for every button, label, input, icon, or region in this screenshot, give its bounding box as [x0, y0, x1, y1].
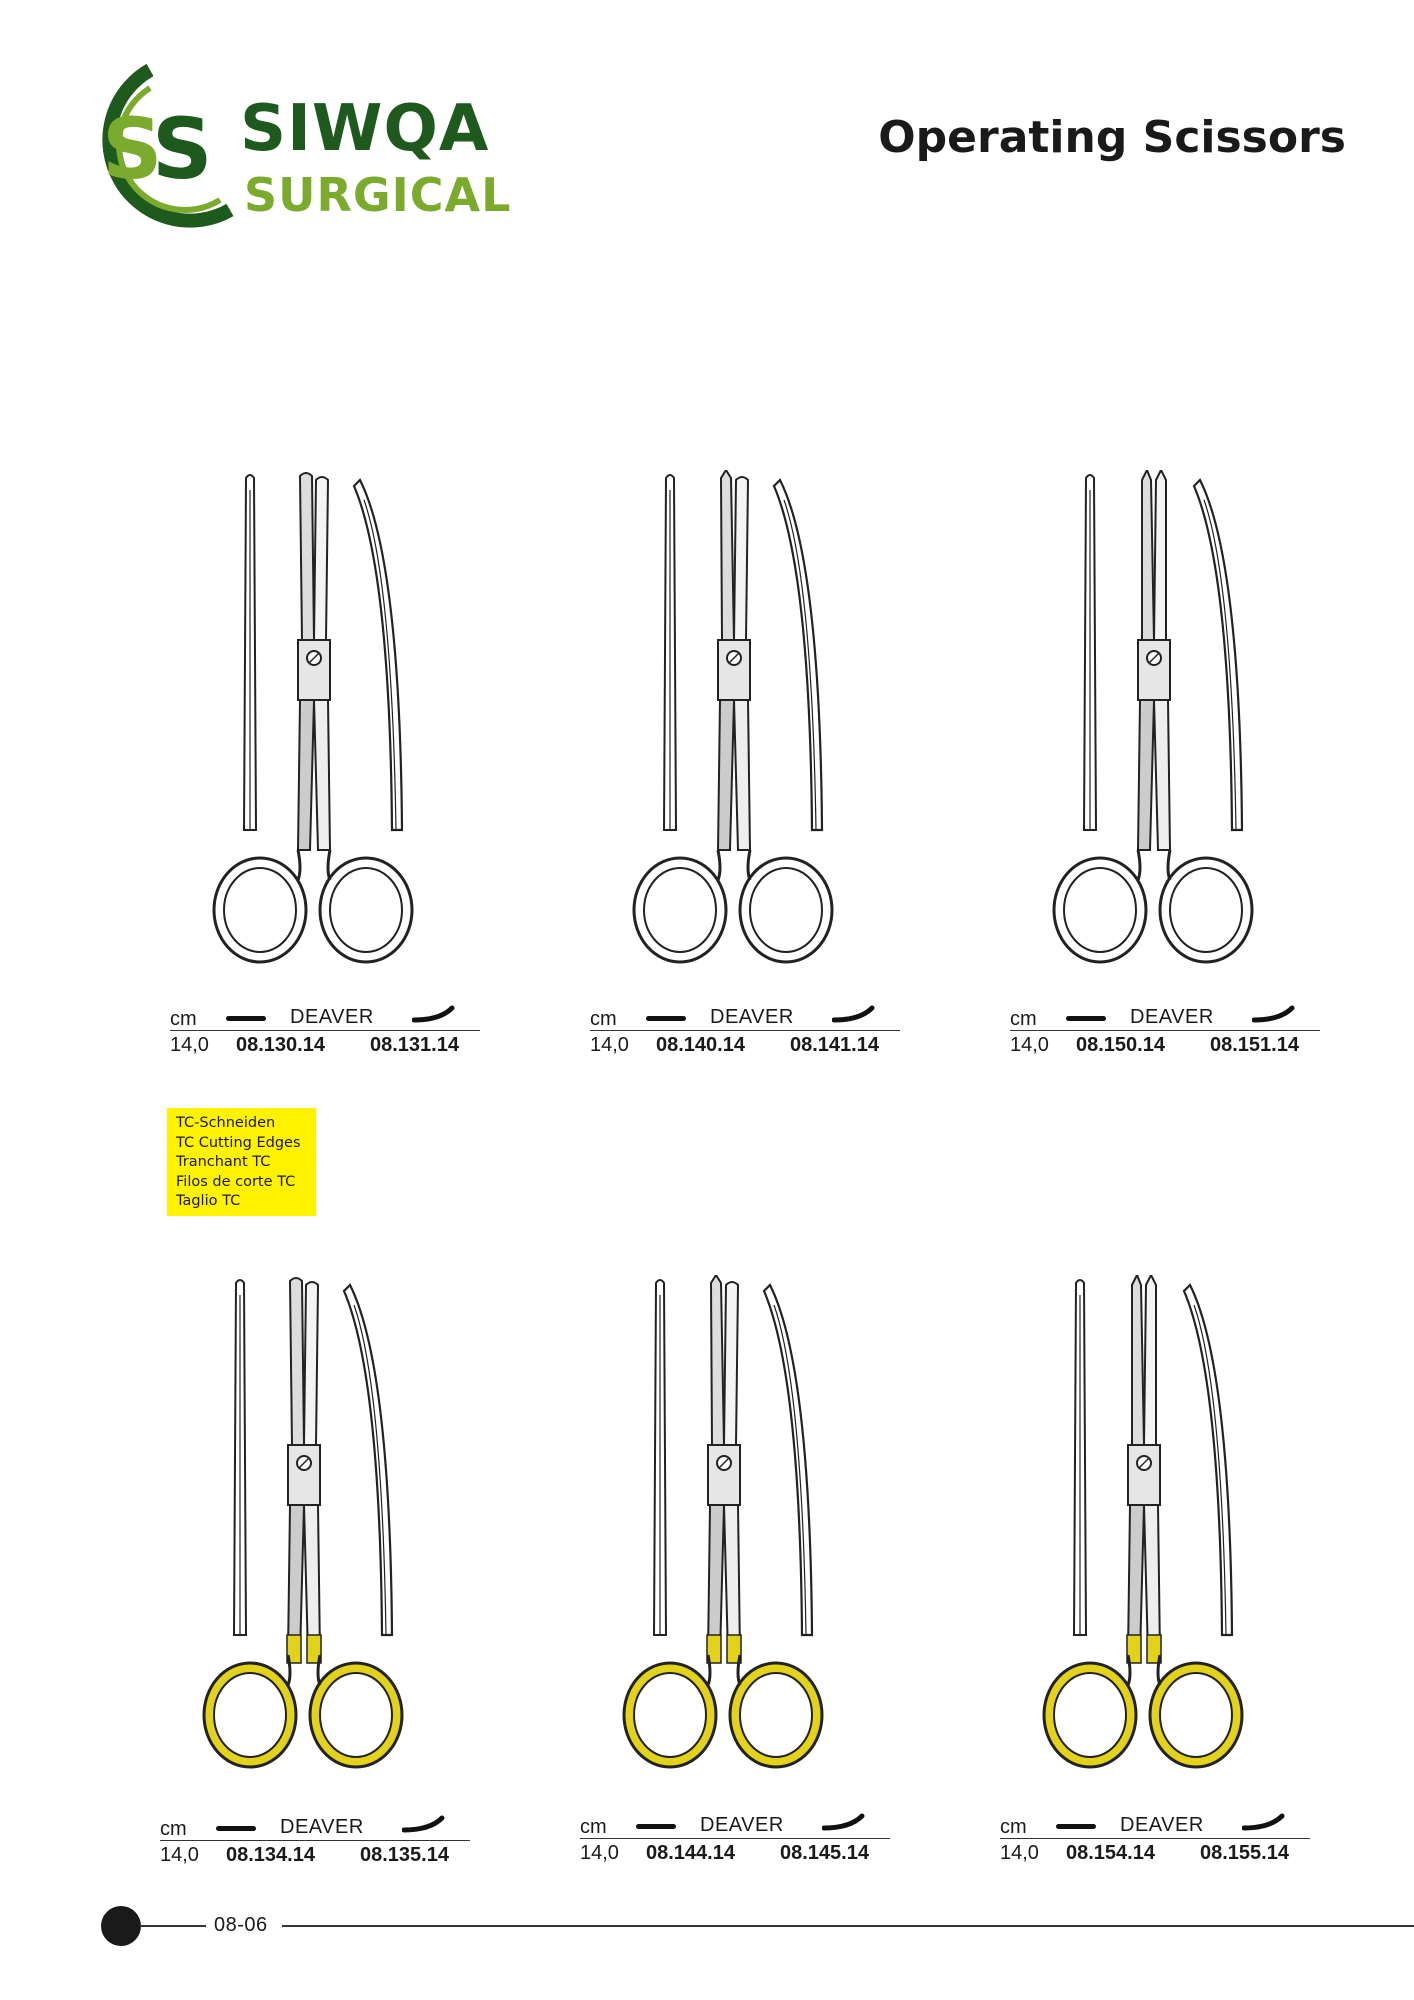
scissors-illustration — [580, 1275, 880, 1795]
unit-label: cm — [160, 1818, 187, 1840]
curved-blade-view — [354, 480, 402, 830]
code-curved: 08.155.14 — [1200, 1842, 1289, 1864]
caption-header — [1010, 1004, 1320, 1031]
code-straight: 08.134.14 — [226, 1844, 315, 1866]
scissors-illustration — [1000, 1275, 1300, 1795]
finger-ring-right — [740, 858, 832, 962]
tc-note-line: TC Cutting Edges — [176, 1134, 301, 1151]
pattern-name: DEAVER — [1120, 1814, 1204, 1836]
straight-pattern-icon — [646, 1016, 686, 1021]
caption-values — [1010, 1031, 1320, 1057]
curved-pattern-icon — [402, 1814, 446, 1834]
code-straight: 08.144.14 — [646, 1842, 735, 1864]
straight-pattern-icon — [226, 1016, 266, 1021]
tc-note-line: Filos de corte TC — [176, 1173, 296, 1190]
caption-header — [590, 1004, 900, 1031]
pattern-name: DEAVER — [710, 1006, 794, 1028]
tc-note-line: Tranchant TC — [176, 1154, 271, 1170]
unit-label: cm — [1000, 1816, 1027, 1838]
tc-note-line: Taglio TC — [176, 1193, 241, 1209]
finger-ring-left — [624, 1663, 716, 1767]
product-caption — [170, 1004, 480, 1057]
code-straight: 08.130.14 — [236, 1034, 325, 1056]
curved-blade-view — [764, 1285, 812, 1635]
curved-pattern-icon — [1242, 1812, 1286, 1832]
product-caption — [580, 1812, 890, 1865]
page-title: Operating Scissors — [878, 112, 1346, 163]
straight-blade-view — [654, 1280, 666, 1635]
caption-values — [160, 1841, 470, 1867]
size-value: 14,0 — [1010, 1034, 1049, 1056]
straight-pattern-icon — [1066, 1016, 1106, 1021]
straight-blade-view — [664, 475, 676, 830]
code-curved: 08.135.14 — [360, 1844, 449, 1866]
curved-pattern-icon — [832, 1004, 876, 1024]
finger-ring-left — [214, 858, 306, 962]
code-straight: 08.154.14 — [1066, 1842, 1155, 1864]
straight-blade-view — [234, 1280, 246, 1635]
straight-blade-view — [1074, 1280, 1086, 1635]
straight-pattern-icon — [636, 1824, 676, 1829]
finger-ring-left — [1054, 858, 1146, 962]
footer-rule — [282, 1925, 1414, 1927]
size-value: 14,0 — [160, 1844, 199, 1866]
scissors-illustration — [590, 470, 890, 990]
code-straight: 08.150.14 — [1076, 1034, 1165, 1056]
pattern-name: DEAVER — [290, 1006, 374, 1028]
scissors-illustration — [160, 1275, 460, 1795]
pattern-name: DEAVER — [1130, 1006, 1214, 1028]
unit-label: cm — [580, 1816, 607, 1838]
finger-ring-left — [1044, 1663, 1136, 1767]
brand-name-line2: SURGICAL — [244, 168, 512, 222]
unit-label: cm — [1010, 1008, 1037, 1030]
finger-ring-left — [204, 1663, 296, 1767]
curved-pattern-icon — [1252, 1004, 1296, 1024]
pattern-name: DEAVER — [700, 1814, 784, 1836]
straight-pattern-icon — [216, 1826, 256, 1831]
finger-ring-left — [634, 858, 726, 962]
product-caption — [1010, 1004, 1320, 1057]
tc-note-line: TC-Schneiden — [176, 1115, 276, 1131]
scissors-illustration — [1010, 470, 1310, 990]
caption-header — [1000, 1812, 1310, 1839]
straight-blade-view — [244, 475, 256, 830]
caption-values — [580, 1839, 890, 1865]
size-value: 14,0 — [170, 1034, 209, 1056]
size-value: 14,0 — [580, 1842, 619, 1864]
product-caption — [160, 1814, 470, 1867]
footer-bullet — [101, 1906, 141, 1946]
unit-label: cm — [170, 1008, 197, 1030]
caption-values — [590, 1031, 900, 1057]
size-value: 14,0 — [1000, 1842, 1039, 1864]
logo-monogram-s1: S — [102, 100, 163, 198]
product-caption — [1000, 1812, 1310, 1865]
code-straight: 08.140.14 — [656, 1034, 745, 1056]
code-curved: 08.131.14 — [370, 1034, 459, 1056]
straight-blade-view — [1084, 475, 1096, 830]
unit-label: cm — [590, 1008, 617, 1030]
tc-cutting-edges-note — [167, 1108, 316, 1216]
curved-blade-view — [1194, 480, 1242, 830]
curved-pattern-icon — [822, 1812, 866, 1832]
pattern-name: DEAVER — [280, 1816, 364, 1838]
page-number: 08-06 — [214, 1914, 268, 1936]
footer-rule — [140, 1925, 206, 1927]
code-curved: 08.145.14 — [780, 1842, 869, 1864]
brand-name-line1: SIWQA — [240, 92, 490, 166]
curved-blade-view — [1184, 1285, 1232, 1635]
caption-values — [1000, 1839, 1310, 1865]
code-curved: 08.141.14 — [790, 1034, 879, 1056]
curved-pattern-icon — [412, 1004, 456, 1024]
finger-ring-right — [310, 1663, 402, 1767]
curved-blade-view — [774, 480, 822, 830]
finger-ring-right — [730, 1663, 822, 1767]
finger-ring-right — [1150, 1663, 1242, 1767]
scissors-illustration — [170, 470, 470, 990]
finger-ring-right — [1160, 858, 1252, 962]
caption-header — [160, 1814, 470, 1841]
finger-ring-right — [320, 858, 412, 962]
curved-blade-view — [344, 1285, 392, 1635]
caption-values — [170, 1031, 480, 1057]
caption-header — [580, 1812, 890, 1839]
logo-monogram-s2: S — [152, 100, 213, 198]
product-caption — [590, 1004, 900, 1057]
size-value: 14,0 — [590, 1034, 629, 1056]
code-curved: 08.151.14 — [1210, 1034, 1299, 1056]
caption-header — [170, 1004, 480, 1031]
straight-pattern-icon — [1056, 1824, 1096, 1829]
